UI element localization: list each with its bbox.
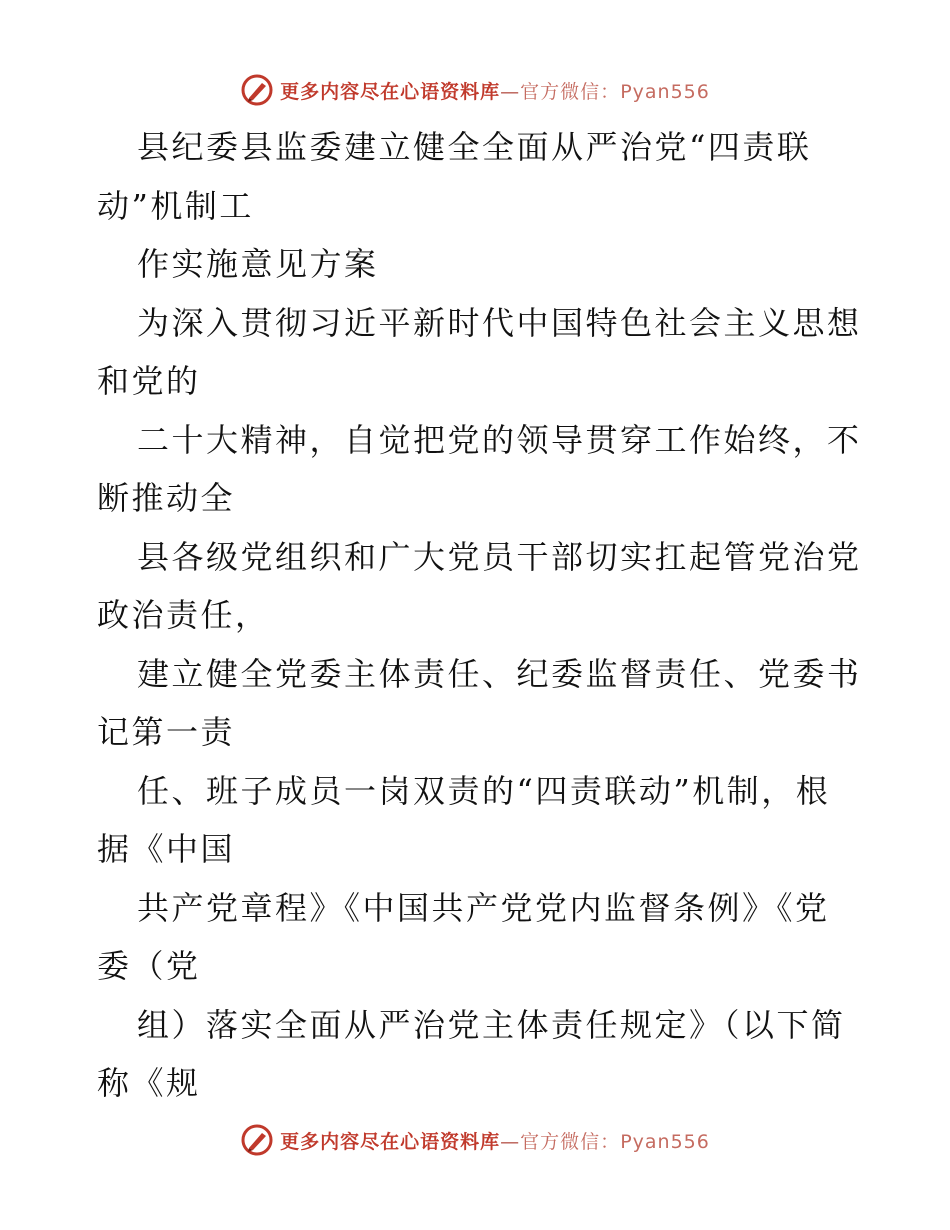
pen-logo-icon bbox=[240, 1123, 274, 1157]
document-line: 二十大精神，自觉把党的领导贯穿工作始终，不 bbox=[137, 420, 862, 459]
header-text bbox=[280, 77, 710, 104]
document-line: 为深入贯彻习近平新时代中国特色社会主义思想 bbox=[137, 303, 862, 342]
document-line: 据《中国 bbox=[97, 830, 236, 868]
footer-separator: — bbox=[500, 1130, 521, 1153]
header-banner bbox=[0, 70, 950, 110]
header-separator: — bbox=[500, 80, 521, 103]
footer-wechat-id: Pyan556 bbox=[620, 1130, 710, 1153]
document-line: 委（党 bbox=[97, 947, 201, 985]
footer-text bbox=[280, 1127, 710, 1154]
footer-wechat-label: 官方微信： bbox=[520, 1130, 621, 1153]
document-line: 组）落实全面从严治党主体责任规定》（以下简 bbox=[137, 1005, 846, 1044]
document-line: 政治责任， bbox=[97, 596, 270, 634]
header-site-text: 更多内容尽在心语资料库 bbox=[280, 80, 501, 103]
document-line: 断推动全 bbox=[97, 479, 236, 517]
document-line: 县各级党组织和广大党员干部切实扛起管党治党 bbox=[137, 537, 862, 576]
document-line: 作实施意见方案 bbox=[137, 245, 379, 283]
document-line: 记第一责 bbox=[97, 713, 236, 751]
document-line: 和党的 bbox=[97, 362, 201, 400]
header-wechat-id: Pyan556 bbox=[620, 80, 710, 103]
document-line: 县纪委县监委建立健全全面从严治党“四责联 bbox=[137, 128, 812, 166]
document-line: 建立健全党委主体责任、纪委监督责任、党委书 bbox=[137, 654, 862, 693]
pen-logo-icon bbox=[240, 73, 274, 107]
footer-banner bbox=[0, 1120, 950, 1160]
document-line: 任、班子成员一岗双责的“四责联动”机制，根 bbox=[137, 771, 831, 810]
document-line: 共产党章程》《中国共产党党内监督条例》《党 bbox=[137, 888, 830, 927]
footer-site-text: 更多内容尽在心语资料库 bbox=[280, 1130, 501, 1153]
document-line: 称《规 bbox=[97, 1064, 201, 1102]
document-body bbox=[97, 118, 862, 1113]
header-wechat-label: 官方微信： bbox=[520, 80, 621, 103]
document-line: 动”机制工 bbox=[97, 186, 254, 225]
